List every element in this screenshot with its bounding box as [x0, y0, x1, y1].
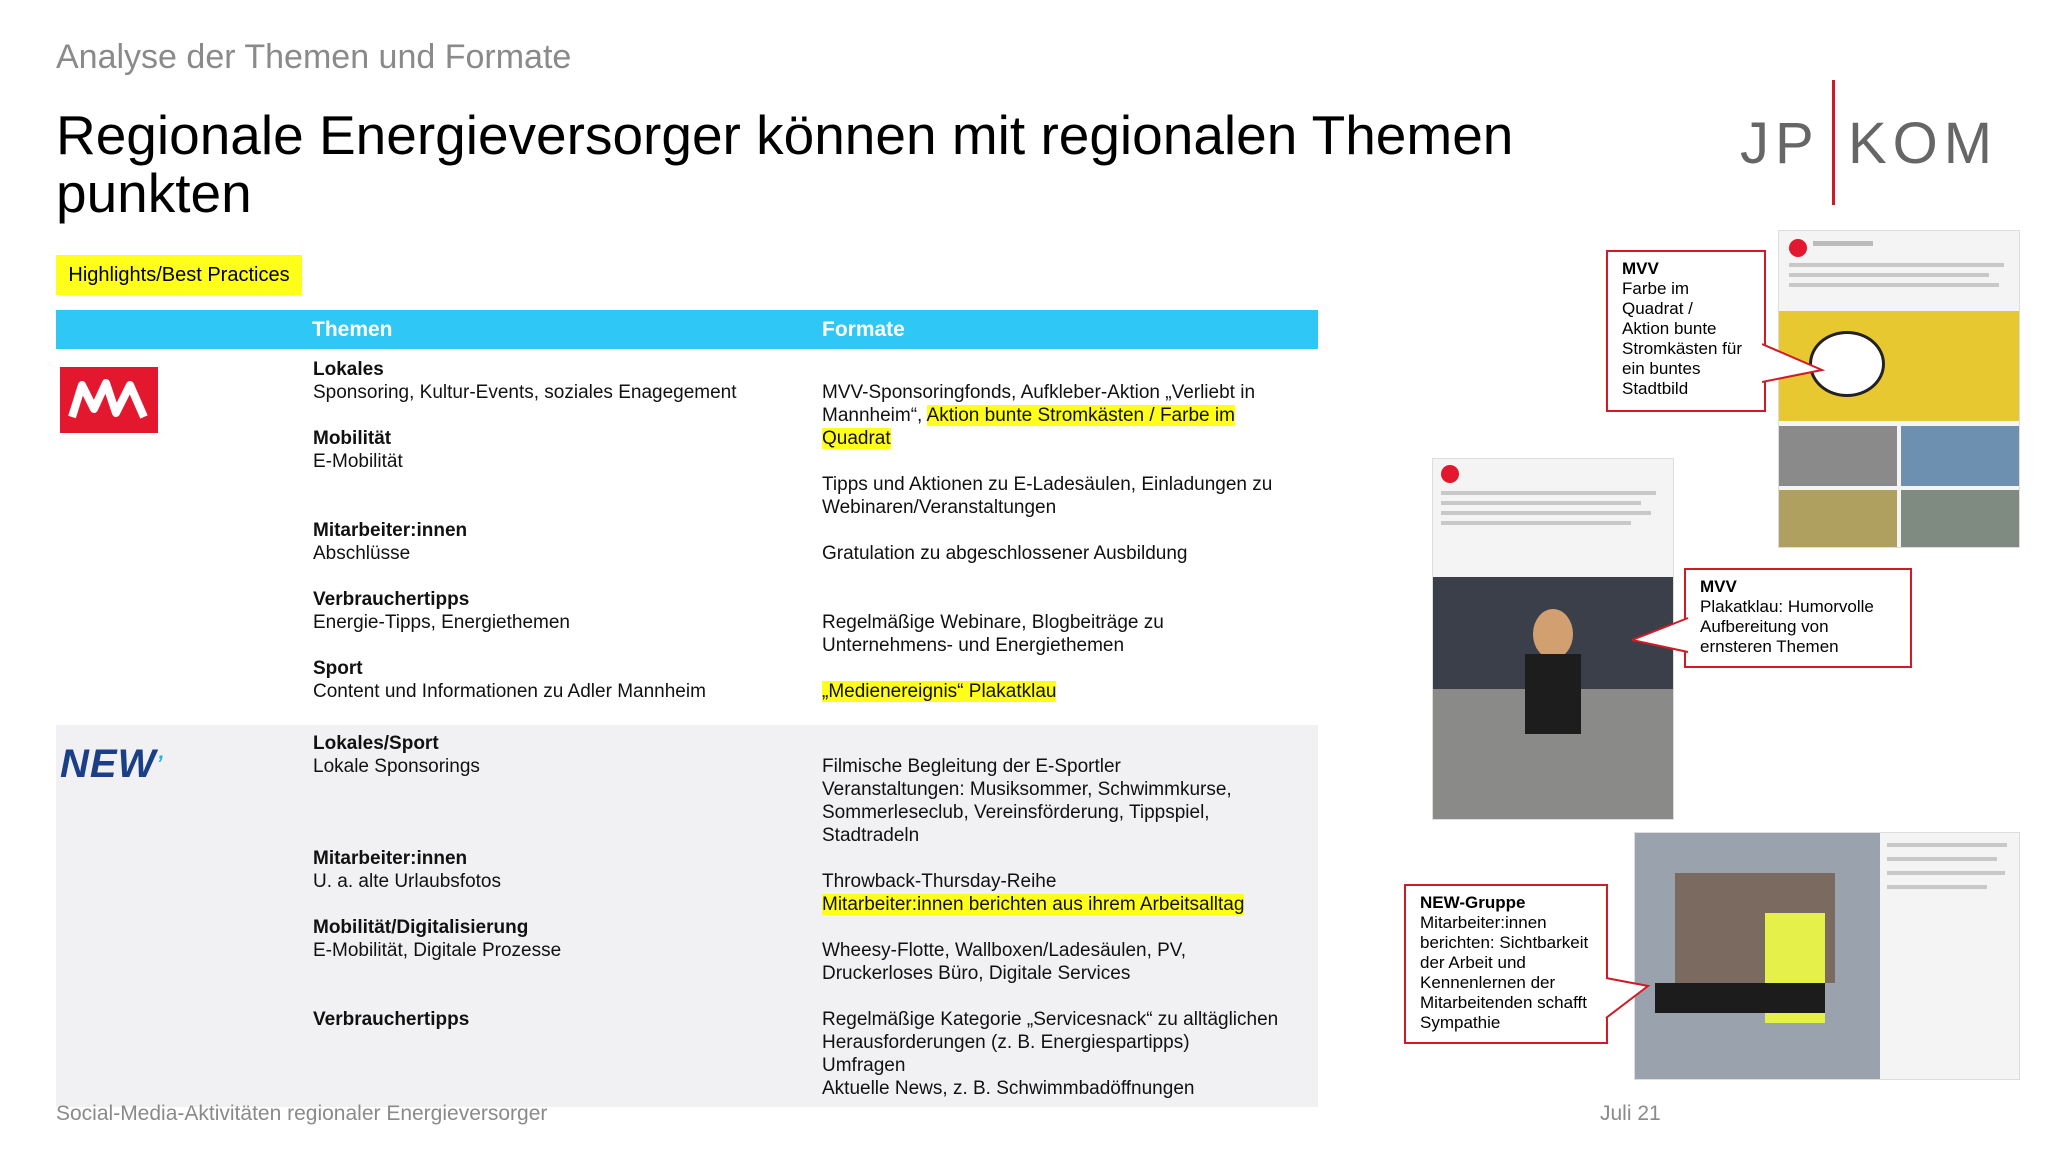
new-logo-mark: ’ [156, 751, 164, 776]
header-formate: Formate [822, 318, 905, 341]
jpkom-logo [1740, 80, 2000, 210]
callout-pointer-2 [1632, 610, 1690, 660]
new-format-mitarbeiter: Throwback-Thursday-Reihe Mitarbeiter:innen berichten aus ihrem Arbeitsalltag [822, 871, 1245, 915]
table-header [56, 310, 1318, 349]
callout-pointer-1 [1762, 330, 1832, 390]
new-format-lokales-sport: Filmische Begleitung der E-Sportler Veranstaltungen: Musiksommer, Schwimmkurse, Sommerleseclub, Vereinsförderung, Tippspiel, Stadtradeln [822, 756, 1232, 846]
mvv-format-sport: „Medienereignis“ Plakatklau [822, 681, 1057, 702]
mvv-theme-mitarbeiter: Mitarbeiter:innen Abschlüsse [313, 520, 468, 564]
new-theme-verbrauchertipps: Verbrauchertipps [313, 1009, 470, 1030]
callout-new-mitarbeiter: NEW-Gruppe Mitarbeiter:innen berichten: Sichtbarkeit der Arbeit und Kennenlernen der Mitarbeitenden schafft Sympathie [1404, 884, 1608, 1044]
mvv-logo [60, 367, 158, 433]
page-subtitle: Analyse der Themen und Formate [56, 38, 572, 76]
mvv-format-mobilitaet: Tipps und Aktionen zu E-Ladesäulen, Einladungen zu Webinaren/Veranstaltungen [822, 474, 1273, 518]
mvv-theme-verbrauchertipps: Verbrauchertipps Energie-Tipps, Energiethemen [313, 589, 570, 633]
new-theme-mobilitaet: Mobilität/Digitalisierung E-Mobilität, Digitale Prozesse [313, 917, 562, 961]
mvv-theme-sport: Sport Content und Informationen zu Adler Mannheim [313, 658, 706, 702]
best-practices-badge: Highlights/Best Practices [56, 255, 302, 295]
footer-source: Social-Media-Aktivitäten regionaler Energieversorger [56, 1102, 548, 1125]
callout-mvv-stromkaesten: MVV Farbe im Quadrat / Aktion bunte Stromkästen für ein buntes Stadtbild [1606, 250, 1766, 412]
mvv-format-mitarbeiter: Gratulation zu abgeschlossener Ausbildung [822, 543, 1188, 564]
page-title: Regionale Energieversorger können mit regionalen Themen punkten [56, 104, 1514, 224]
new-theme-lokales-sport: Lokales/Sport Lokale Sponsorings [313, 733, 480, 777]
new-theme-mitarbeiter: Mitarbeiter:innen U. a. alte Urlaubsfotos [313, 848, 501, 892]
logo-text-kom: KOM [1848, 111, 1999, 176]
mvv-theme-lokales: Lokales Sponsoring, Kultur-Events, soziales Enagegement [313, 359, 737, 403]
footer-date: Juli 21 [1600, 1102, 1661, 1125]
callout-pointer-3 [1604, 970, 1654, 1026]
new-post-mitarbeiter-image [1634, 832, 2020, 1080]
mvv-format-lokales: MVV-Sponsoringfonds, Aufkleber-Aktion „Verliebt in Mannheim“, Aktion bunte Stromkästen / Farbe im Quadrat [822, 382, 1256, 449]
new-logo: NEW’ [60, 742, 164, 786]
mvv-logo-mark [60, 367, 158, 433]
callout-mvv-plakatklau: MVV Plakatklau: Humorvolle Aufbereitung von ernsteren Themen [1684, 568, 1912, 668]
mvv-format-verbrauchertipps: Regelmäßige Webinare, Blogbeiträge zu Unternehmens- und Energiethemen [822, 612, 1164, 656]
new-format-mobilitaet: Wheesy-Flotte, Wallboxen/Ladesäulen, PV, Druckerloses Büro, Digitale Services [822, 940, 1187, 984]
mvv-theme-mobilitaet: Mobilität E-Mobilität [313, 428, 403, 472]
new-format-verbrauchertipps: Regelmäßige Kategorie „Servicesnack“ zu alltäglichen Herausforderungen (z. B. Energiespartipps) Umfragen Aktuelle News, z. B. Schwimmbadöffnungen [822, 1009, 1279, 1099]
logo-divider [1832, 80, 1835, 205]
logo-text-jp: JP [1740, 111, 1820, 176]
header-themen: Themen [312, 318, 393, 341]
